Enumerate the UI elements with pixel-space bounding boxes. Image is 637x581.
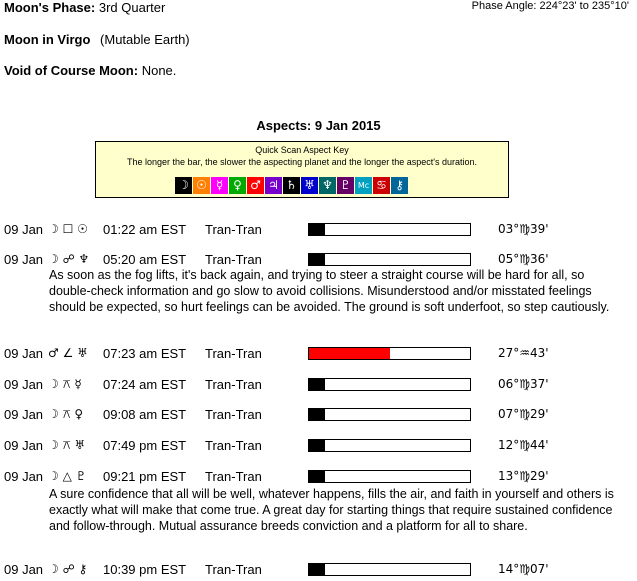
aspect-glyphs: ☽ ⚻ ♀ [48, 407, 84, 421]
aspect-time: 07:24 am EST [103, 377, 187, 392]
aspect-duration-bar [308, 439, 471, 452]
aspect-kind: Tran-Tran [205, 407, 262, 422]
aspect-time: 09:08 am EST [103, 407, 187, 422]
aspect-degree: 13°♍29' [498, 469, 549, 483]
aspect-interpretation: As soon as the fog lifts, it's back again, and trying to steer a straight course will be hard for all, so double-check information and go slow to avoid collisions. Misunderstood and/or misstated feelings should be expected, so hurt feelings can be avoided. The ground is soft underfoot, so step cautiously. [49, 268, 610, 314]
saturn-icon: ♄ [283, 177, 300, 194]
moon-icon: ☽ [175, 177, 192, 194]
aspect-degree: 14°♍07' [498, 562, 549, 576]
aspect-kind: Tran-Tran [205, 252, 262, 267]
void-of-course-row [4, 63, 176, 78]
aspect-date: 09 Jan [4, 346, 44, 361]
moon-phase-value: 3rd Quarter [98, 0, 166, 15]
aspect-duration-bar-fill [309, 348, 390, 359]
void-of-course-label: Void of Course Moon: [4, 63, 139, 78]
aspect-kind: Tran-Tran [205, 346, 262, 361]
aspect-date: 09 Jan [4, 407, 44, 422]
aspect-date: 09 Jan [4, 377, 44, 392]
aspect-time: 07:23 am EST [103, 346, 187, 361]
chiron-icon: ⚷ [391, 177, 408, 194]
aspect-kind: Tran-Tran [205, 562, 262, 577]
aspect-degree: 07°♍29' [498, 407, 549, 421]
aspect-kind: Tran-Tran [205, 438, 262, 453]
node-icon: ♋ [373, 177, 390, 194]
aspect-duration-bar [308, 378, 471, 391]
sun-icon: ☉ [193, 177, 210, 194]
pluto-icon: ♇ [337, 177, 354, 194]
aspect-glyphs: ☽ ☐ ☉ [48, 222, 88, 236]
venus-icon: ♀ [229, 177, 246, 194]
aspect-duration-bar [308, 470, 471, 483]
aspect-key [95, 141, 509, 198]
neptune-icon: ♆ [319, 177, 336, 194]
aspect-glyphs: ♂ ∠ ♅ [48, 346, 88, 360]
moon-sign-value: (Mutable Earth) [100, 32, 190, 47]
aspect-time: 05:20 am EST [103, 252, 187, 267]
aspect-duration-bar [308, 347, 471, 360]
aspect-time: 01:22 am EST [103, 222, 187, 237]
aspect-duration-bar-fill [309, 440, 325, 451]
aspect-degree: 05°♍36' [498, 252, 549, 266]
aspect-kind: Tran-Tran [205, 469, 262, 484]
phase-angle [472, 0, 629, 12]
aspect-degree: 27°♒43' [498, 346, 549, 360]
aspect-duration-bar-fill [309, 254, 325, 265]
aspect-glyphs: ☽ ⚻ ♅ [48, 438, 86, 452]
aspect-degree: 03°♍39' [498, 222, 549, 236]
moon-sign-label: Moon in Virgo [4, 32, 91, 47]
moon-phase-row [4, 0, 165, 15]
aspect-kind: Tran-Tran [205, 222, 262, 237]
aspect-duration-bar-fill [309, 471, 325, 482]
aspect-interpretation: A sure confidence that all will be well, whatever happens, fills the air, and faith in yourself and others is exactly what will make that come true. A great day for starting things that require sustained confidence and follow-through. Mutual assurance breeds conviction and a platform for all to share. [49, 487, 614, 533]
aspect-glyphs: ☽ ⚻ ☿ [48, 377, 82, 391]
uranus-icon: ♅ [301, 177, 318, 194]
aspect-degree: 06°♍37' [498, 377, 549, 391]
aspect-date: 09 Jan [4, 222, 44, 237]
aspect-duration-bar-fill [309, 564, 325, 575]
phase-angle-value: 224°23' to 235°10' [539, 0, 629, 12]
midheaven-icon: Mc [355, 177, 372, 194]
void-of-course-value: None. [141, 63, 177, 78]
aspects-title: Aspects: 9 Jan 2015 [256, 118, 381, 133]
moon-sign-row [4, 32, 190, 47]
mercury-icon: ☿ [211, 177, 228, 194]
aspect-date: 09 Jan [4, 562, 44, 577]
aspect-key-chips [175, 177, 409, 194]
aspect-duration-bar [308, 408, 471, 421]
aspect-key-description: The longer the bar, the slower the aspecting planet and the longer the aspect's duration. [127, 157, 477, 167]
phase-angle-label: Phase Angle: [471, 0, 537, 12]
aspect-duration-bar-fill [309, 409, 325, 420]
aspect-date: 09 Jan [4, 252, 44, 267]
aspect-duration-bar-fill [309, 224, 325, 235]
aspect-duration-bar [308, 253, 471, 266]
aspect-duration-bar [308, 563, 471, 576]
aspect-kind: Tran-Tran [205, 377, 262, 392]
aspect-duration-bar [308, 223, 471, 236]
aspect-duration-bar-fill [309, 379, 325, 390]
aspect-glyphs: ☽ ☍ ♆ [48, 252, 90, 266]
aspect-time: 07:49 pm EST [103, 438, 187, 453]
moon-phase-label: Moon's Phase: [4, 0, 96, 15]
aspect-date: 09 Jan [4, 438, 44, 453]
aspect-time: 10:39 pm EST [103, 562, 187, 577]
aspect-date: 09 Jan [4, 469, 44, 484]
aspect-degree: 12°♍44' [498, 438, 549, 452]
aspect-glyphs: ☽ △ ♇ [48, 469, 87, 483]
aspect-key-title: Quick Scan Aspect Key [255, 145, 349, 155]
aspect-glyphs: ☽ ☍ ⚷ [48, 562, 88, 576]
aspect-time: 09:21 pm EST [103, 469, 187, 484]
mars-icon: ♂ [247, 177, 264, 194]
jupiter-icon: ♃ [265, 177, 282, 194]
